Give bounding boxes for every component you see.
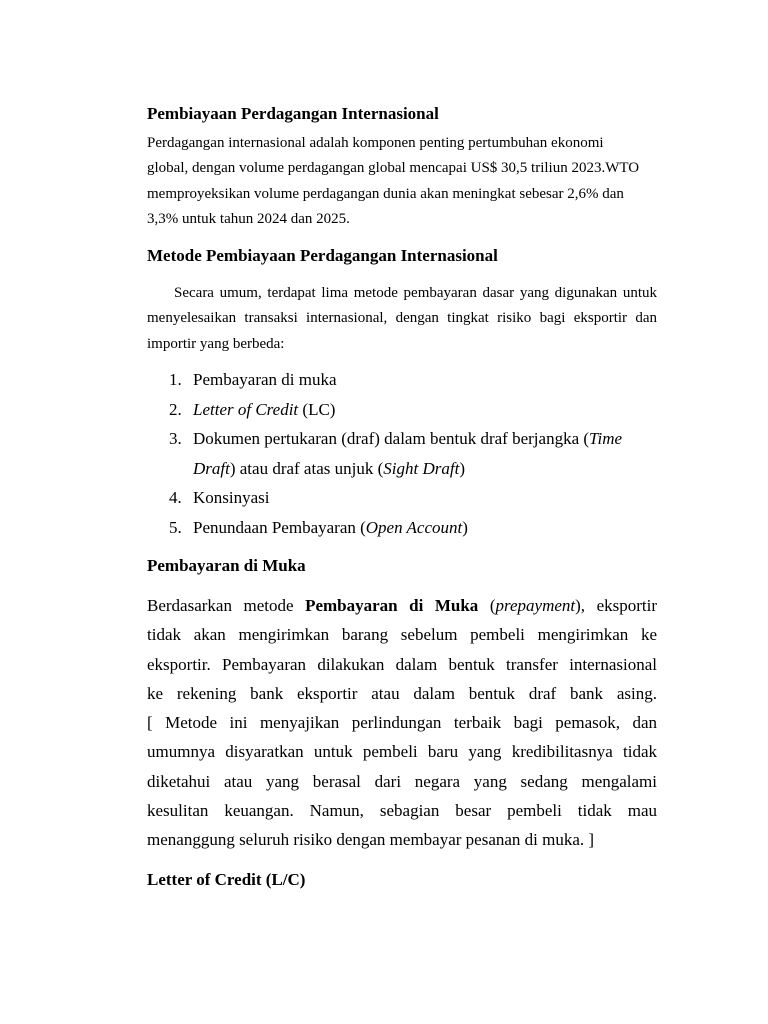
prepayment-paragraph [147,591,657,855]
intro-line: global, dengan volume perdagangan global mencapai US$ 30,5 triliun 2023.WTO [147,160,640,177]
list-number: 5. [169,517,182,537]
prepayment-line: eksportir. Pembayaran dilakukan dalam bentuk transfer internasional [147,654,657,674]
list-item-text: ) [462,517,468,537]
intro-line: 3,3% untuk tahun 2024 dan 2025. [147,210,350,227]
intro-line: Perdagangan internasional adalah komponen penting pertumbuhan ekonomi [147,135,604,151]
heading-letter-of-credit: Letter of Credit (L/C) [147,870,306,889]
list-item-text: (LC) [298,399,336,419]
text-run: Berdasarkan metode [147,596,306,615]
heading-pembiayaan: Pembiayaan Perdagangan Internasional [147,104,439,123]
list-item [147,424,622,483]
prepayment-line: menanggung seluruh risiko dengan membayar pesanan di muka. ] [147,830,595,850]
list-item-italic: Time [589,429,623,448]
prepayment-line: tidak akan mengirimkan barang sebelum pembeli mengirimkan ke [147,625,657,645]
list-item [147,395,622,425]
text-run: ( [478,596,496,615]
list-item-text: ) atau draf atas unjuk ( [229,458,384,478]
methods-line: Secara umum, terdapat lima metode pembayaran dasar yang digunakan untuk [174,285,657,301]
list-number: 1. [169,370,182,389]
list-item [147,513,622,543]
prepayment-line: umumnya disyaratkan untuk pembeli baru yang kredibilitasnya tidak [147,742,657,762]
list-number: 2. [169,399,182,419]
prepayment-line [147,591,657,620]
list-item-italic: Open Account [365,517,463,537]
list-item-text: Penundaan Pembayaran ( [193,517,366,537]
heading-pembayaran-di-muka: Pembayaran di Muka [147,556,306,575]
prepayment-line: ke rekening bank eksportir atau dalam bentuk draf bank asing. [147,683,657,703]
intro-paragraph [147,131,657,232]
list-item-text: ) [459,458,465,478]
list-item-text: Dokumen pertukaran (draf) dalam bentuk draf berjangka ( [193,429,590,448]
heading-metode: Metode Pembiayaan Perdagangan Internasional [147,246,498,265]
list-item-italic: Sight Draft [383,458,460,478]
list-number: 4. [169,488,182,507]
intro-line: memproyeksikan volume perdagangan dunia akan meningkat sebesar 2,6% dan [147,185,624,202]
payment-methods-list [147,365,622,542]
prepayment-line: [ Metode ini menyajikan perlindungan terbaik bagi pemasok, dan [147,713,657,733]
italic-term: prepayment [495,596,576,615]
list-item-text: Konsinyasi [193,488,270,507]
list-item-text: Pembayaran di muka [193,370,337,389]
list-item [147,365,622,395]
text-run: ), eksportir [575,596,658,615]
list-number: 3. [169,429,182,448]
methods-paragraph [147,281,657,357]
list-item [147,483,622,513]
list-item-italic: Draft [193,458,230,478]
prepayment-line: diketahui atau yang berasal dari negara yang sedang mengalami [147,771,657,791]
methods-line: menyelesaikan transaksi internasional, dengan tingkat risiko bagi eksportir dan [147,310,657,327]
prepayment-line: kesulitan keuangan. Namun, sebagian besar pembeli tidak mau [147,801,657,821]
list-item-italic: Letter of Credit [193,399,299,419]
bold-term: Pembayaran di Muka [305,596,479,615]
methods-line: importir yang berbeda: [147,335,285,352]
